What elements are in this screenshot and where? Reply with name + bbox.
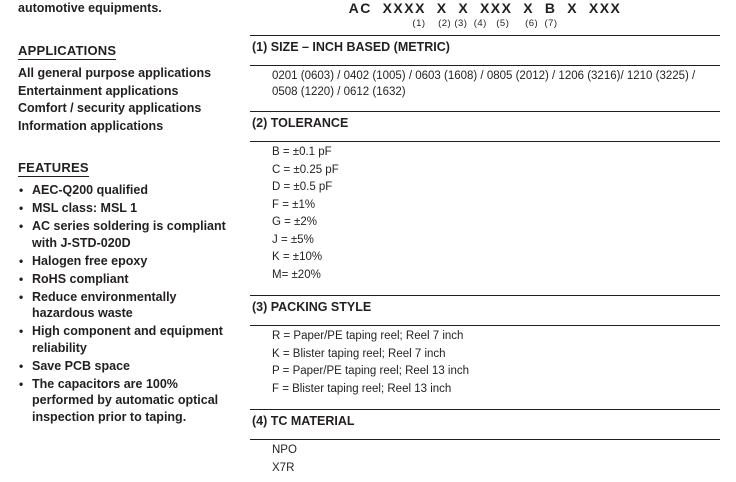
list-item: P = Paper/PE taping reel; Reel 13 inch — [272, 365, 470, 377]
list-item: X7R — [272, 461, 295, 474]
list-item: • RoHS compliant — [18, 271, 236, 288]
list-item: Information applications — [18, 118, 164, 133]
group-title-packing-style: (3) PACKING STYLE — [252, 300, 372, 314]
right-column — [250, 0, 720, 482]
list-item: M= ±20% — [272, 268, 321, 281]
group-title-tolerance: (2) TOLERANCE — [252, 116, 349, 130]
left-column — [18, 0, 236, 427]
features-section — [18, 159, 236, 425]
list-item: 0508 (1220) / 0612 (1632) — [272, 86, 406, 98]
part-code-text: AC XXXX X X XXX X B X XXX — [348, 0, 622, 16]
list-item: C = ±0.25 pF — [272, 163, 339, 176]
list-item: • AEC-Q200 qualified — [18, 182, 236, 199]
list-item: R = Paper/PE taping reel; Reel 7 inch — [272, 330, 464, 342]
group-body-packing-style — [250, 326, 720, 403]
part-number-code — [250, 0, 720, 29]
applications-section — [18, 42, 236, 135]
applications-heading: APPLICATIONS — [18, 43, 117, 58]
group-title-tc-material: (4) TC MATERIAL — [252, 414, 355, 428]
features-list — [18, 182, 236, 425]
list-item: Comfort / security applications — [18, 101, 202, 115]
list-item: NPO — [272, 444, 297, 456]
list-item: • Reduce environmentally hazardous waste — [18, 289, 236, 322]
group-title-size: (1) SIZE – INCH BASED (METRIC) — [252, 40, 450, 54]
list-item: K = Blister taping reel; Reel 7 inch — [272, 347, 446, 360]
list-item: Entertainment applications — [18, 83, 179, 98]
features-heading: FEATURES — [18, 160, 89, 175]
list-item: All general purpose applications — [18, 66, 212, 80]
list-item: • AC series soldering is compliant with J-STD-020D — [18, 218, 236, 251]
list-item: 0201 (0603) / 0402 (1005) / 0603 (1608) / 0805 (2012) / 1206 (3216)/ 1210 (3225) / — [272, 70, 696, 82]
list-item: • Save PCB space — [18, 358, 236, 375]
applications-list — [18, 65, 236, 135]
list-item: F = ±1% — [272, 198, 316, 211]
group-body-size — [250, 66, 720, 105]
list-item: • The capacitors are 100% performed by automatic optical inspection prior to taping. — [18, 376, 236, 426]
list-item: G = ±2% — [272, 216, 317, 228]
list-item: B = ±0.1 pF — [272, 146, 332, 158]
group-body-tc-material — [250, 440, 720, 482]
list-item: D = ±0.5 pF — [272, 181, 333, 193]
list-item: J = ±5% — [272, 233, 314, 246]
list-item: • Halogen free epoxy — [18, 253, 236, 270]
list-item: F = Blister taping reel; Reel 13 inch — [272, 382, 452, 395]
lead-paragraph: automotive equipments. — [18, 1, 162, 15]
list-item: K = ±10% — [272, 251, 323, 263]
list-item: • High component and equipment reliability — [18, 323, 236, 356]
part-code-index-numbers: (1) (2) (3) (4) (5) (6) (7) — [412, 18, 558, 29]
list-item: • MSL class: MSL 1 — [18, 200, 236, 217]
group-body-tolerance — [250, 142, 720, 289]
